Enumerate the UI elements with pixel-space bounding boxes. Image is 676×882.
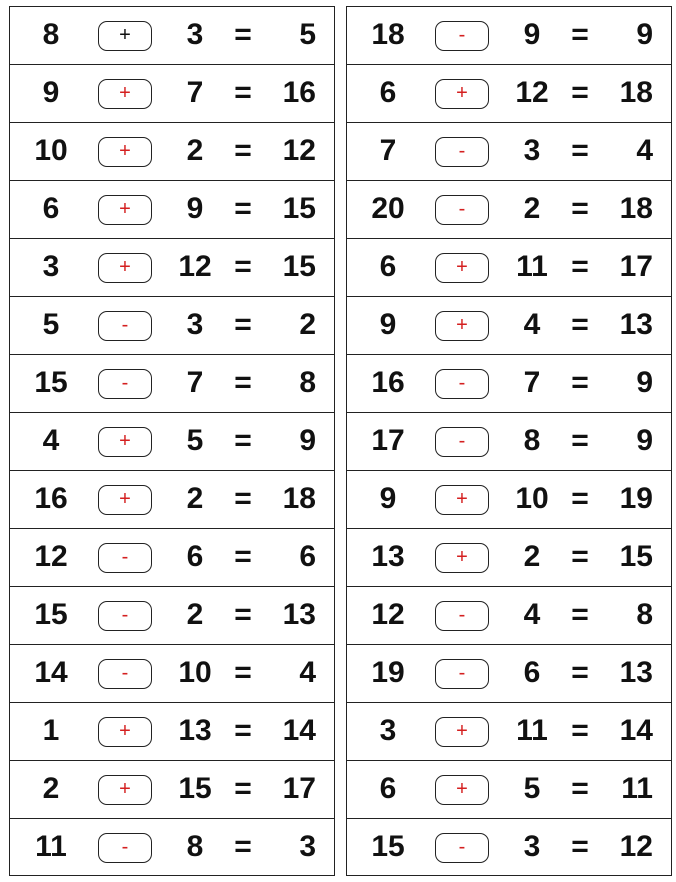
- operator-box[interactable]: +: [98, 253, 152, 283]
- result-value: 4: [299, 656, 316, 689]
- first-operand: 13: [371, 540, 405, 573]
- equation-row: [10, 181, 334, 239]
- first-operand: 6: [379, 76, 397, 109]
- equation-row: [347, 65, 671, 123]
- equation-row: [10, 7, 334, 65]
- operator-box[interactable]: -: [435, 195, 489, 225]
- result-value: 18: [619, 76, 653, 109]
- equals-sign: =: [571, 598, 589, 631]
- result-value: 13: [619, 308, 653, 341]
- equals-sign: =: [234, 772, 252, 805]
- first-operand: 3: [42, 250, 60, 283]
- result-value: 5: [299, 18, 316, 51]
- first-operand: 8: [42, 18, 60, 51]
- equals-sign: =: [571, 830, 589, 863]
- result-value: 9: [636, 366, 653, 399]
- operator-box[interactable]: +: [435, 717, 489, 747]
- first-operand: 18: [371, 18, 405, 51]
- operator-box[interactable]: +: [435, 311, 489, 341]
- operator-box[interactable]: -: [98, 659, 152, 689]
- second-operand: 2: [186, 134, 204, 167]
- operator-box[interactable]: +: [435, 775, 489, 805]
- second-operand: 11: [516, 250, 548, 283]
- first-operand: 19: [371, 656, 405, 689]
- result-value: 17: [619, 250, 653, 283]
- first-operand: 15: [34, 598, 68, 631]
- equation-row: [10, 529, 334, 587]
- equals-sign: =: [234, 830, 252, 863]
- operator-box[interactable]: +: [435, 253, 489, 283]
- equation-row: [10, 65, 334, 123]
- equals-sign: =: [571, 134, 589, 167]
- operator-box[interactable]: +: [435, 79, 489, 109]
- second-operand: 3: [523, 830, 541, 863]
- result-value: 16: [282, 76, 316, 109]
- first-operand: 9: [379, 308, 397, 341]
- equals-sign: =: [571, 76, 589, 109]
- first-operand: 6: [379, 250, 397, 283]
- second-operand: 4: [523, 598, 541, 631]
- equation-row: [10, 239, 334, 297]
- result-value: 2: [299, 308, 316, 341]
- equals-sign: =: [571, 772, 589, 805]
- first-operand: 12: [371, 598, 405, 631]
- operator-box[interactable]: +: [98, 485, 152, 515]
- operator-box[interactable]: +: [98, 79, 152, 109]
- second-operand: 9: [186, 192, 204, 225]
- left-equation-column: [9, 6, 335, 876]
- first-operand: 16: [371, 366, 405, 399]
- equation-row: [347, 645, 671, 703]
- second-operand: 11: [516, 714, 548, 747]
- first-operand: 6: [42, 192, 60, 225]
- equation-row: [10, 123, 334, 181]
- second-operand: 2: [523, 540, 541, 573]
- first-operand: 7: [379, 134, 397, 167]
- operator-box[interactable]: +: [98, 195, 152, 225]
- equals-sign: =: [571, 424, 589, 457]
- operator-box[interactable]: -: [435, 137, 489, 167]
- equation-row: [10, 587, 334, 645]
- first-operand: 10: [34, 134, 68, 167]
- first-operand: 11: [35, 830, 67, 863]
- operator-box[interactable]: +: [98, 427, 152, 457]
- equation-row: [10, 819, 334, 877]
- first-operand: 5: [42, 308, 60, 341]
- result-value: 9: [636, 424, 653, 457]
- equals-sign: =: [571, 250, 589, 283]
- first-operand: 9: [42, 76, 60, 109]
- second-operand: 7: [186, 76, 204, 109]
- equals-sign: =: [571, 540, 589, 573]
- second-operand: 3: [186, 18, 204, 51]
- equation-row: [347, 703, 671, 761]
- second-operand: 3: [186, 308, 204, 341]
- operator-box[interactable]: +: [98, 775, 152, 805]
- result-value: 8: [299, 366, 316, 399]
- first-operand: 20: [371, 192, 405, 225]
- equals-sign: =: [234, 250, 252, 283]
- result-value: 4: [636, 134, 653, 167]
- result-value: 13: [282, 598, 316, 631]
- equation-row: [347, 413, 671, 471]
- second-operand: 9: [523, 18, 541, 51]
- result-value: 13: [619, 656, 653, 689]
- result-value: 14: [619, 714, 653, 747]
- second-operand: 5: [186, 424, 204, 457]
- result-value: 12: [282, 134, 316, 167]
- equation-row: [347, 761, 671, 819]
- equation-row: [10, 703, 334, 761]
- equals-sign: =: [571, 18, 589, 51]
- result-value: 9: [636, 18, 653, 51]
- first-operand: 14: [34, 656, 68, 689]
- second-operand: 2: [186, 598, 204, 631]
- first-operand: 1: [42, 714, 60, 747]
- equals-sign: =: [234, 308, 252, 341]
- equals-sign: =: [234, 598, 252, 631]
- equals-sign: =: [234, 540, 252, 573]
- second-operand: 6: [523, 656, 541, 689]
- result-value: 18: [282, 482, 316, 515]
- operator-box[interactable]: -: [98, 369, 152, 399]
- result-value: 17: [282, 772, 316, 805]
- operator-box[interactable]: -: [435, 427, 489, 457]
- first-operand: 17: [371, 424, 405, 457]
- equation-row: [347, 587, 671, 645]
- equals-sign: =: [571, 366, 589, 399]
- result-value: 3: [299, 830, 316, 863]
- second-operand: 15: [178, 772, 212, 805]
- result-value: 18: [619, 192, 653, 225]
- equation-row: [10, 413, 334, 471]
- first-operand: 2: [42, 772, 60, 805]
- equation-row: [10, 645, 334, 703]
- first-operand: 6: [379, 772, 397, 805]
- operator-box[interactable]: -: [98, 311, 152, 341]
- second-operand: 13: [178, 714, 212, 747]
- equals-sign: =: [234, 482, 252, 515]
- second-operand: 5: [523, 772, 541, 805]
- result-value: 15: [282, 250, 316, 283]
- equation-row: [10, 355, 334, 413]
- second-operand: 6: [186, 540, 204, 573]
- right-equation-column: [346, 6, 672, 876]
- equals-sign: =: [571, 482, 589, 515]
- operator-box[interactable]: +: [435, 543, 489, 573]
- equation-row: [347, 239, 671, 297]
- operator-box[interactable]: +: [98, 717, 152, 747]
- equals-sign: =: [234, 366, 252, 399]
- result-value: 15: [619, 540, 653, 573]
- first-operand: 15: [34, 366, 68, 399]
- result-value: 15: [282, 192, 316, 225]
- first-operand: 16: [34, 482, 68, 515]
- equation-row: [347, 529, 671, 587]
- operator-box[interactable]: +: [98, 137, 152, 167]
- second-operand: 4: [523, 308, 541, 341]
- second-operand: 8: [186, 830, 204, 863]
- equation-row: [347, 297, 671, 355]
- second-operand: 7: [186, 366, 204, 399]
- equals-sign: =: [234, 76, 252, 109]
- equation-row: [347, 471, 671, 529]
- first-operand: 3: [379, 714, 397, 747]
- equation-row: [10, 471, 334, 529]
- equation-row: [347, 123, 671, 181]
- second-operand: 2: [186, 482, 204, 515]
- equals-sign: =: [571, 192, 589, 225]
- second-operand: 7: [523, 366, 541, 399]
- second-operand: 10: [515, 482, 549, 515]
- first-operand: 15: [371, 830, 405, 863]
- first-operand: 4: [42, 424, 60, 457]
- first-operand: 9: [379, 482, 397, 515]
- equation-row: [10, 761, 334, 819]
- equals-sign: =: [571, 656, 589, 689]
- second-operand: 2: [523, 192, 541, 225]
- operator-box[interactable]: -: [435, 659, 489, 689]
- second-operand: 12: [178, 250, 212, 283]
- second-operand: 12: [515, 76, 549, 109]
- operator-box[interactable]: -: [435, 833, 489, 863]
- result-value: 12: [619, 830, 653, 863]
- equals-sign: =: [234, 134, 252, 167]
- equation-row: [347, 181, 671, 239]
- equals-sign: =: [571, 714, 589, 747]
- equation-row: [347, 355, 671, 413]
- operator-box[interactable]: -: [98, 543, 152, 573]
- result-value: 14: [282, 714, 316, 747]
- second-operand: 3: [523, 134, 541, 167]
- result-value: 8: [636, 598, 653, 631]
- operator-box[interactable]: -: [98, 601, 152, 631]
- equals-sign: =: [571, 308, 589, 341]
- equals-sign: =: [234, 192, 252, 225]
- operator-box[interactable]: -: [435, 601, 489, 631]
- equals-sign: =: [234, 656, 252, 689]
- operator-box[interactable]: -: [435, 21, 489, 51]
- equals-sign: =: [234, 18, 252, 51]
- equation-row: [10, 297, 334, 355]
- result-value: 11: [621, 772, 653, 805]
- operator-box[interactable]: +: [98, 21, 152, 51]
- equals-sign: =: [234, 714, 252, 747]
- second-operand: 8: [523, 424, 541, 457]
- equation-row: [347, 819, 671, 877]
- first-operand: 12: [34, 540, 68, 573]
- result-value: 9: [299, 424, 316, 457]
- second-operand: 10: [178, 656, 212, 689]
- result-value: 19: [619, 482, 653, 515]
- result-value: 6: [299, 540, 316, 573]
- operator-box[interactable]: -: [435, 369, 489, 399]
- operator-box[interactable]: +: [435, 485, 489, 515]
- equation-row: [347, 7, 671, 65]
- equals-sign: =: [234, 424, 252, 457]
- operator-box[interactable]: -: [98, 833, 152, 863]
